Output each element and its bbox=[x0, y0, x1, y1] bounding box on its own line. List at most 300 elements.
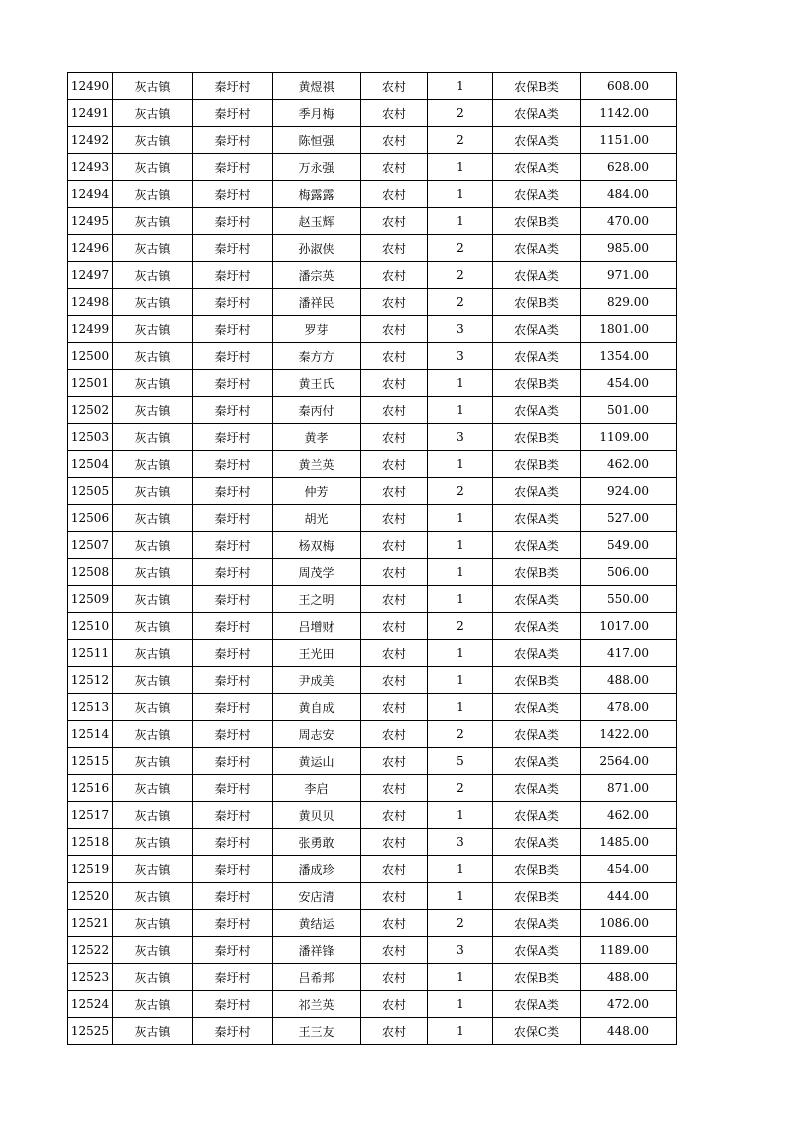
name-cell: 梅露露 bbox=[273, 181, 361, 208]
town-cell: 灰古镇 bbox=[113, 316, 193, 343]
category-cell: 农保A类 bbox=[493, 397, 581, 424]
name-cell: 黄结运 bbox=[273, 910, 361, 937]
name-cell: 黄兰英 bbox=[273, 451, 361, 478]
row-id-cell: 12505 bbox=[68, 478, 113, 505]
count-cell: 1 bbox=[428, 505, 493, 532]
row-id-cell: 12491 bbox=[68, 100, 113, 127]
name-cell: 王光田 bbox=[273, 640, 361, 667]
town-cell: 灰古镇 bbox=[113, 694, 193, 721]
category-cell: 农保A类 bbox=[493, 505, 581, 532]
table-row bbox=[68, 829, 677, 856]
table-row bbox=[68, 937, 677, 964]
village-cell: 秦圩村 bbox=[193, 154, 273, 181]
count-cell: 1 bbox=[428, 532, 493, 559]
category-cell: 农保A类 bbox=[493, 154, 581, 181]
amount-cell: 1142.00 bbox=[581, 100, 677, 127]
area-cell: 农村 bbox=[361, 451, 428, 478]
name-cell: 仲芳 bbox=[273, 478, 361, 505]
area-cell: 农村 bbox=[361, 262, 428, 289]
count-cell: 1 bbox=[428, 451, 493, 478]
category-cell: 农保B类 bbox=[493, 883, 581, 910]
table-row bbox=[68, 694, 677, 721]
area-cell: 农村 bbox=[361, 1018, 428, 1045]
name-cell: 吕增财 bbox=[273, 613, 361, 640]
town-cell: 灰古镇 bbox=[113, 775, 193, 802]
village-cell: 秦圩村 bbox=[193, 100, 273, 127]
table-row bbox=[68, 316, 677, 343]
village-cell: 秦圩村 bbox=[193, 910, 273, 937]
town-cell: 灰古镇 bbox=[113, 829, 193, 856]
table-row bbox=[68, 127, 677, 154]
category-cell: 农保A类 bbox=[493, 991, 581, 1018]
town-cell: 灰古镇 bbox=[113, 1018, 193, 1045]
town-cell: 灰古镇 bbox=[113, 748, 193, 775]
table-row bbox=[68, 154, 677, 181]
count-cell: 1 bbox=[428, 1018, 493, 1045]
amount-cell: 501.00 bbox=[581, 397, 677, 424]
amount-cell: 1189.00 bbox=[581, 937, 677, 964]
village-cell: 秦圩村 bbox=[193, 424, 273, 451]
count-cell: 2 bbox=[428, 721, 493, 748]
count-cell: 2 bbox=[428, 289, 493, 316]
name-cell: 胡光 bbox=[273, 505, 361, 532]
amount-cell: 1801.00 bbox=[581, 316, 677, 343]
table-row bbox=[68, 559, 677, 586]
area-cell: 农村 bbox=[361, 208, 428, 235]
table-row bbox=[68, 748, 677, 775]
town-cell: 灰古镇 bbox=[113, 478, 193, 505]
area-cell: 农村 bbox=[361, 829, 428, 856]
count-cell: 2 bbox=[428, 127, 493, 154]
row-id-cell: 12519 bbox=[68, 856, 113, 883]
count-cell: 1 bbox=[428, 802, 493, 829]
amount-cell: 1086.00 bbox=[581, 910, 677, 937]
amount-cell: 971.00 bbox=[581, 262, 677, 289]
count-cell: 2 bbox=[428, 910, 493, 937]
category-cell: 农保A类 bbox=[493, 181, 581, 208]
table-row bbox=[68, 910, 677, 937]
name-cell: 黄煜祺 bbox=[273, 73, 361, 100]
row-id-cell: 12501 bbox=[68, 370, 113, 397]
village-cell: 秦圩村 bbox=[193, 343, 273, 370]
amount-cell: 1422.00 bbox=[581, 721, 677, 748]
row-id-cell: 12496 bbox=[68, 235, 113, 262]
village-cell: 秦圩村 bbox=[193, 586, 273, 613]
count-cell: 2 bbox=[428, 262, 493, 289]
amount-cell: 1017.00 bbox=[581, 613, 677, 640]
category-cell: 农保A类 bbox=[493, 694, 581, 721]
count-cell: 1 bbox=[428, 991, 493, 1018]
row-id-cell: 12500 bbox=[68, 343, 113, 370]
town-cell: 灰古镇 bbox=[113, 667, 193, 694]
row-id-cell: 12499 bbox=[68, 316, 113, 343]
area-cell: 农村 bbox=[361, 640, 428, 667]
amount-cell: 1485.00 bbox=[581, 829, 677, 856]
town-cell: 灰古镇 bbox=[113, 289, 193, 316]
table-row bbox=[68, 181, 677, 208]
name-cell: 周茂学 bbox=[273, 559, 361, 586]
town-cell: 灰古镇 bbox=[113, 505, 193, 532]
name-cell: 陈恒强 bbox=[273, 127, 361, 154]
area-cell: 农村 bbox=[361, 856, 428, 883]
table-row bbox=[68, 478, 677, 505]
name-cell: 潘成珍 bbox=[273, 856, 361, 883]
count-cell: 3 bbox=[428, 937, 493, 964]
name-cell: 万永强 bbox=[273, 154, 361, 181]
amount-cell: 417.00 bbox=[581, 640, 677, 667]
name-cell: 李启 bbox=[273, 775, 361, 802]
category-cell: 农保B类 bbox=[493, 208, 581, 235]
village-cell: 秦圩村 bbox=[193, 1018, 273, 1045]
area-cell: 农村 bbox=[361, 505, 428, 532]
area-cell: 农村 bbox=[361, 73, 428, 100]
row-id-cell: 12507 bbox=[68, 532, 113, 559]
count-cell: 1 bbox=[428, 559, 493, 586]
row-id-cell: 12508 bbox=[68, 559, 113, 586]
village-cell: 秦圩村 bbox=[193, 640, 273, 667]
area-cell: 农村 bbox=[361, 289, 428, 316]
village-cell: 秦圩村 bbox=[193, 208, 273, 235]
table-row bbox=[68, 775, 677, 802]
area-cell: 农村 bbox=[361, 748, 428, 775]
table-row bbox=[68, 370, 677, 397]
name-cell: 祁兰英 bbox=[273, 991, 361, 1018]
town-cell: 灰古镇 bbox=[113, 559, 193, 586]
count-cell: 2 bbox=[428, 775, 493, 802]
village-cell: 秦圩村 bbox=[193, 991, 273, 1018]
name-cell: 杨双梅 bbox=[273, 532, 361, 559]
row-id-cell: 12506 bbox=[68, 505, 113, 532]
name-cell: 潘宗英 bbox=[273, 262, 361, 289]
town-cell: 灰古镇 bbox=[113, 127, 193, 154]
count-cell: 2 bbox=[428, 235, 493, 262]
count-cell: 1 bbox=[428, 181, 493, 208]
name-cell: 吕希邦 bbox=[273, 964, 361, 991]
town-cell: 灰古镇 bbox=[113, 451, 193, 478]
category-cell: 农保A类 bbox=[493, 316, 581, 343]
village-cell: 秦圩村 bbox=[193, 235, 273, 262]
table-row bbox=[68, 802, 677, 829]
row-id-cell: 12504 bbox=[68, 451, 113, 478]
town-cell: 灰古镇 bbox=[113, 721, 193, 748]
village-cell: 秦圩村 bbox=[193, 937, 273, 964]
area-cell: 农村 bbox=[361, 694, 428, 721]
category-cell: 农保A类 bbox=[493, 235, 581, 262]
area-cell: 农村 bbox=[361, 586, 428, 613]
category-cell: 农保B类 bbox=[493, 370, 581, 397]
table-row bbox=[68, 883, 677, 910]
row-id-cell: 12523 bbox=[68, 964, 113, 991]
area-cell: 农村 bbox=[361, 721, 428, 748]
name-cell: 黄王氏 bbox=[273, 370, 361, 397]
amount-cell: 448.00 bbox=[581, 1018, 677, 1045]
category-cell: 农保C类 bbox=[493, 1018, 581, 1045]
category-cell: 农保A类 bbox=[493, 829, 581, 856]
area-cell: 农村 bbox=[361, 424, 428, 451]
village-cell: 秦圩村 bbox=[193, 667, 273, 694]
table-row bbox=[68, 289, 677, 316]
town-cell: 灰古镇 bbox=[113, 910, 193, 937]
category-cell: 农保A类 bbox=[493, 721, 581, 748]
town-cell: 灰古镇 bbox=[113, 586, 193, 613]
village-cell: 秦圩村 bbox=[193, 748, 273, 775]
name-cell: 尹成美 bbox=[273, 667, 361, 694]
amount-cell: 478.00 bbox=[581, 694, 677, 721]
table-row bbox=[68, 667, 677, 694]
table-row bbox=[68, 640, 677, 667]
count-cell: 2 bbox=[428, 100, 493, 127]
row-id-cell: 12509 bbox=[68, 586, 113, 613]
category-cell: 农保A类 bbox=[493, 910, 581, 937]
category-cell: 农保A类 bbox=[493, 532, 581, 559]
village-cell: 秦圩村 bbox=[193, 262, 273, 289]
count-cell: 1 bbox=[428, 694, 493, 721]
village-cell: 秦圩村 bbox=[193, 694, 273, 721]
village-cell: 秦圩村 bbox=[193, 73, 273, 100]
village-cell: 秦圩村 bbox=[193, 802, 273, 829]
amount-cell: 1354.00 bbox=[581, 343, 677, 370]
area-cell: 农村 bbox=[361, 964, 428, 991]
town-cell: 灰古镇 bbox=[113, 856, 193, 883]
row-id-cell: 12514 bbox=[68, 721, 113, 748]
table-row bbox=[68, 721, 677, 748]
amount-cell: 444.00 bbox=[581, 883, 677, 910]
village-cell: 秦圩村 bbox=[193, 505, 273, 532]
row-id-cell: 12493 bbox=[68, 154, 113, 181]
category-cell: 农保B类 bbox=[493, 559, 581, 586]
area-cell: 农村 bbox=[361, 991, 428, 1018]
row-id-cell: 12517 bbox=[68, 802, 113, 829]
amount-cell: 871.00 bbox=[581, 775, 677, 802]
amount-cell: 454.00 bbox=[581, 370, 677, 397]
area-cell: 农村 bbox=[361, 532, 428, 559]
area-cell: 农村 bbox=[361, 370, 428, 397]
count-cell: 1 bbox=[428, 640, 493, 667]
row-id-cell: 12490 bbox=[68, 73, 113, 100]
area-cell: 农村 bbox=[361, 613, 428, 640]
row-id-cell: 12511 bbox=[68, 640, 113, 667]
name-cell: 黄运山 bbox=[273, 748, 361, 775]
town-cell: 灰古镇 bbox=[113, 343, 193, 370]
row-id-cell: 12495 bbox=[68, 208, 113, 235]
town-cell: 灰古镇 bbox=[113, 262, 193, 289]
area-cell: 农村 bbox=[361, 937, 428, 964]
name-cell: 潘祥锋 bbox=[273, 937, 361, 964]
count-cell: 1 bbox=[428, 856, 493, 883]
name-cell: 秦丙付 bbox=[273, 397, 361, 424]
name-cell: 安店清 bbox=[273, 883, 361, 910]
town-cell: 灰古镇 bbox=[113, 964, 193, 991]
name-cell: 王之明 bbox=[273, 586, 361, 613]
count-cell: 3 bbox=[428, 316, 493, 343]
row-id-cell: 12520 bbox=[68, 883, 113, 910]
category-cell: 农保B类 bbox=[493, 667, 581, 694]
count-cell: 1 bbox=[428, 586, 493, 613]
area-cell: 农村 bbox=[361, 478, 428, 505]
amount-cell: 985.00 bbox=[581, 235, 677, 262]
town-cell: 灰古镇 bbox=[113, 532, 193, 559]
table-row bbox=[68, 424, 677, 451]
count-cell: 1 bbox=[428, 154, 493, 181]
category-cell: 农保B类 bbox=[493, 451, 581, 478]
table-row bbox=[68, 451, 677, 478]
name-cell: 黄贝贝 bbox=[273, 802, 361, 829]
category-cell: 农保A类 bbox=[493, 100, 581, 127]
village-cell: 秦圩村 bbox=[193, 532, 273, 559]
row-id-cell: 12522 bbox=[68, 937, 113, 964]
count-cell: 1 bbox=[428, 73, 493, 100]
category-cell: 农保A类 bbox=[493, 478, 581, 505]
name-cell: 黄孝 bbox=[273, 424, 361, 451]
count-cell: 5 bbox=[428, 748, 493, 775]
row-id-cell: 12518 bbox=[68, 829, 113, 856]
village-cell: 秦圩村 bbox=[193, 829, 273, 856]
table-row bbox=[68, 1018, 677, 1045]
row-id-cell: 12525 bbox=[68, 1018, 113, 1045]
amount-cell: 829.00 bbox=[581, 289, 677, 316]
town-cell: 灰古镇 bbox=[113, 370, 193, 397]
amount-cell: 488.00 bbox=[581, 667, 677, 694]
table-row bbox=[68, 343, 677, 370]
count-cell: 3 bbox=[428, 424, 493, 451]
count-cell: 1 bbox=[428, 883, 493, 910]
amount-cell: 924.00 bbox=[581, 478, 677, 505]
town-cell: 灰古镇 bbox=[113, 640, 193, 667]
town-cell: 灰古镇 bbox=[113, 424, 193, 451]
village-cell: 秦圩村 bbox=[193, 613, 273, 640]
category-cell: 农保B类 bbox=[493, 424, 581, 451]
category-cell: 农保A类 bbox=[493, 640, 581, 667]
name-cell: 周志安 bbox=[273, 721, 361, 748]
table-row bbox=[68, 856, 677, 883]
amount-cell: 462.00 bbox=[581, 802, 677, 829]
name-cell: 罗芽 bbox=[273, 316, 361, 343]
table-row bbox=[68, 262, 677, 289]
village-cell: 秦圩村 bbox=[193, 370, 273, 397]
area-cell: 农村 bbox=[361, 775, 428, 802]
table-row bbox=[68, 505, 677, 532]
village-cell: 秦圩村 bbox=[193, 478, 273, 505]
table-row bbox=[68, 991, 677, 1018]
village-cell: 秦圩村 bbox=[193, 397, 273, 424]
town-cell: 灰古镇 bbox=[113, 991, 193, 1018]
amount-cell: 506.00 bbox=[581, 559, 677, 586]
name-cell: 赵玉辉 bbox=[273, 208, 361, 235]
area-cell: 农村 bbox=[361, 235, 428, 262]
category-cell: 农保B类 bbox=[493, 964, 581, 991]
amount-cell: 549.00 bbox=[581, 532, 677, 559]
name-cell: 张勇敢 bbox=[273, 829, 361, 856]
village-cell: 秦圩村 bbox=[193, 721, 273, 748]
amount-cell: 484.00 bbox=[581, 181, 677, 208]
area-cell: 农村 bbox=[361, 667, 428, 694]
table-row bbox=[68, 397, 677, 424]
town-cell: 灰古镇 bbox=[113, 73, 193, 100]
area-cell: 农村 bbox=[361, 559, 428, 586]
category-cell: 农保B类 bbox=[493, 289, 581, 316]
category-cell: 农保A类 bbox=[493, 613, 581, 640]
table-row bbox=[68, 208, 677, 235]
records-table bbox=[67, 72, 677, 1045]
table-body bbox=[68, 73, 677, 1045]
count-cell: 1 bbox=[428, 208, 493, 235]
count-cell: 1 bbox=[428, 667, 493, 694]
village-cell: 秦圩村 bbox=[193, 883, 273, 910]
count-cell: 1 bbox=[428, 964, 493, 991]
amount-cell: 527.00 bbox=[581, 505, 677, 532]
category-cell: 农保A类 bbox=[493, 937, 581, 964]
row-id-cell: 12521 bbox=[68, 910, 113, 937]
table-row bbox=[68, 964, 677, 991]
category-cell: 农保B类 bbox=[493, 856, 581, 883]
town-cell: 灰古镇 bbox=[113, 802, 193, 829]
area-cell: 农村 bbox=[361, 127, 428, 154]
category-cell: 农保A类 bbox=[493, 262, 581, 289]
village-cell: 秦圩村 bbox=[193, 964, 273, 991]
village-cell: 秦圩村 bbox=[193, 289, 273, 316]
town-cell: 灰古镇 bbox=[113, 100, 193, 127]
amount-cell: 608.00 bbox=[581, 73, 677, 100]
amount-cell: 628.00 bbox=[581, 154, 677, 181]
row-id-cell: 12497 bbox=[68, 262, 113, 289]
table-row bbox=[68, 100, 677, 127]
name-cell: 季月梅 bbox=[273, 100, 361, 127]
village-cell: 秦圩村 bbox=[193, 559, 273, 586]
name-cell: 黄自成 bbox=[273, 694, 361, 721]
area-cell: 农村 bbox=[361, 343, 428, 370]
category-cell: 农保A类 bbox=[493, 343, 581, 370]
name-cell: 王三友 bbox=[273, 1018, 361, 1045]
amount-cell: 454.00 bbox=[581, 856, 677, 883]
town-cell: 灰古镇 bbox=[113, 154, 193, 181]
category-cell: 农保A类 bbox=[493, 802, 581, 829]
count-cell: 1 bbox=[428, 397, 493, 424]
area-cell: 农村 bbox=[361, 883, 428, 910]
table-row bbox=[68, 613, 677, 640]
amount-cell: 2564.00 bbox=[581, 748, 677, 775]
row-id-cell: 12512 bbox=[68, 667, 113, 694]
village-cell: 秦圩村 bbox=[193, 316, 273, 343]
amount-cell: 462.00 bbox=[581, 451, 677, 478]
row-id-cell: 12502 bbox=[68, 397, 113, 424]
table-row bbox=[68, 532, 677, 559]
count-cell: 3 bbox=[428, 343, 493, 370]
village-cell: 秦圩村 bbox=[193, 127, 273, 154]
table-row bbox=[68, 235, 677, 262]
area-cell: 农村 bbox=[361, 154, 428, 181]
area-cell: 农村 bbox=[361, 910, 428, 937]
name-cell: 秦方方 bbox=[273, 343, 361, 370]
row-id-cell: 12510 bbox=[68, 613, 113, 640]
count-cell: 2 bbox=[428, 478, 493, 505]
area-cell: 农村 bbox=[361, 802, 428, 829]
town-cell: 灰古镇 bbox=[113, 235, 193, 262]
row-id-cell: 12498 bbox=[68, 289, 113, 316]
row-id-cell: 12494 bbox=[68, 181, 113, 208]
count-cell: 2 bbox=[428, 613, 493, 640]
town-cell: 灰古镇 bbox=[113, 883, 193, 910]
village-cell: 秦圩村 bbox=[193, 181, 273, 208]
row-id-cell: 12516 bbox=[68, 775, 113, 802]
area-cell: 农村 bbox=[361, 181, 428, 208]
category-cell: 农保A类 bbox=[493, 775, 581, 802]
category-cell: 农保A类 bbox=[493, 586, 581, 613]
name-cell: 潘祥民 bbox=[273, 289, 361, 316]
row-id-cell: 12503 bbox=[68, 424, 113, 451]
row-id-cell: 12513 bbox=[68, 694, 113, 721]
row-id-cell: 12492 bbox=[68, 127, 113, 154]
category-cell: 农保A类 bbox=[493, 127, 581, 154]
